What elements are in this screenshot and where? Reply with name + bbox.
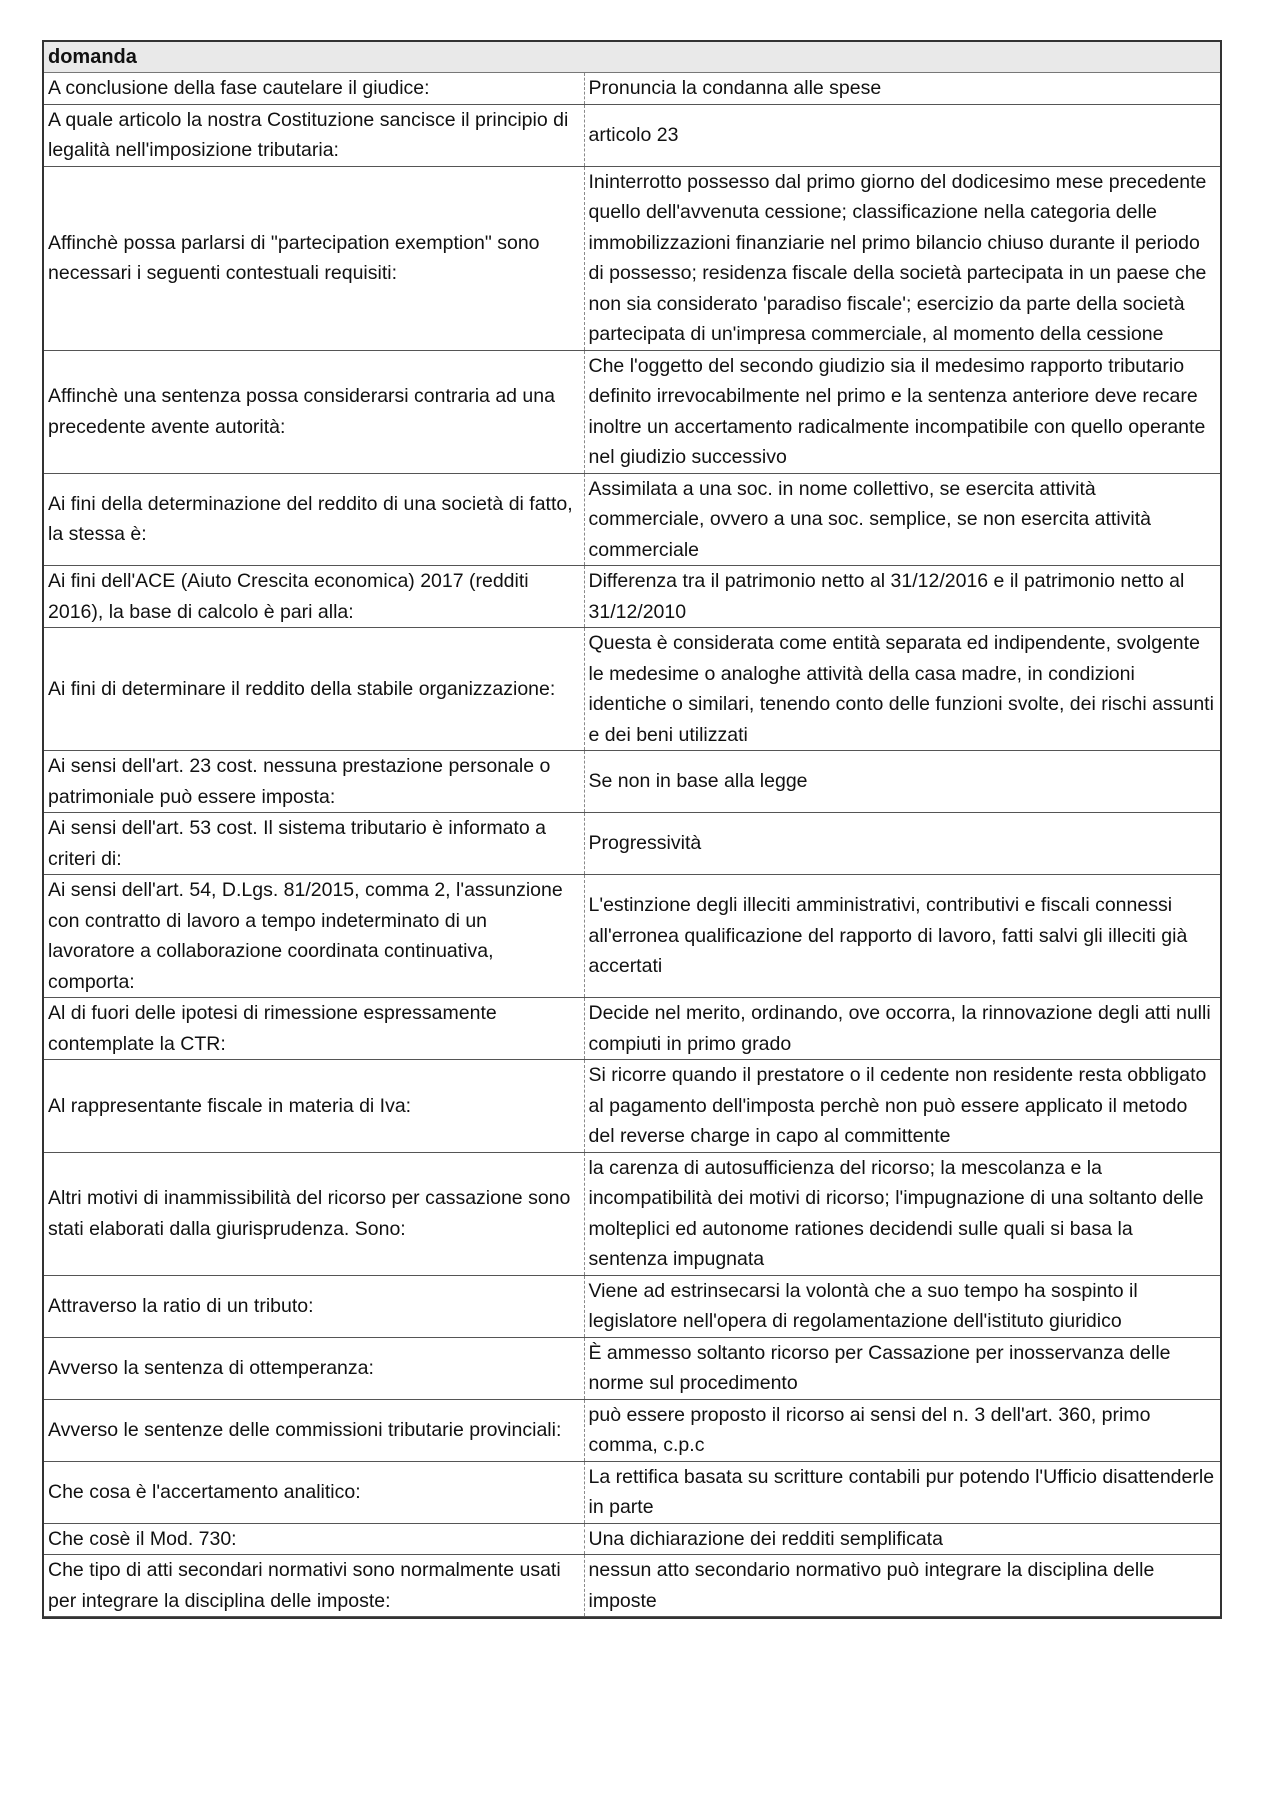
question-cell[interactable]: Che cosa è l'accertamento analitico: xyxy=(44,1461,584,1523)
table-row xyxy=(44,566,1220,628)
answer-cell[interactable]: nessun atto secondario normativo può integrare la disciplina delle imposte xyxy=(584,1555,1220,1617)
answer-cell[interactable]: Si ricorre quando il prestatore o il cedente non residente resta obbligato al pagamento dell'imposta perchè non può essere applicato il metodo del reverse charge in capo al committente xyxy=(584,1060,1220,1153)
table-row xyxy=(44,751,1220,813)
header-row xyxy=(44,42,1220,73)
answer-cell[interactable]: Se non in base alla legge xyxy=(584,751,1220,813)
question-cell[interactable]: Altri motivi di inammissibilità del ricorso per cassazione sono stati elaborati dalla giurisprudenza. Sono: xyxy=(44,1152,584,1275)
answer-cell[interactable]: È ammesso soltanto ricorso per Cassazione per inosservanza delle norme sul procedimento xyxy=(584,1337,1220,1399)
answer-cell[interactable]: Ininterrotto possesso dal primo giorno del dodicesimo mese precedente quello dell'avvenuta cessione; classificazione nella categoria delle immobilizzazioni finanziarie nel primo bilancio chiuso durante il periodo di possesso; residenza fiscale della società partecipata in un paese che non sia considerato 'paradiso fiscale'; esercizio da parte della società partecipata di un'impresa commerciale, al momento della cessione xyxy=(584,166,1220,350)
table-row xyxy=(44,104,1220,166)
question-cell[interactable]: A quale articolo la nostra Costituzione sancisce il principio di legalità nell'imposizione tributaria: xyxy=(44,104,584,166)
table-row xyxy=(44,1555,1220,1617)
qa-body xyxy=(44,73,1220,1617)
answer-cell[interactable]: la carenza di autosufficienza del ricorso; la mescolanza e la incompatibilità dei motivi di ricorso; l'impugnazione di una soltanto delle molteplici ed autonome rationes decidendi sulle quali si basa la sentenza impugnata xyxy=(584,1152,1220,1275)
answer-cell[interactable]: Pronuncia la condanna alle spese xyxy=(584,73,1220,105)
table-row xyxy=(44,73,1220,105)
answer-cell[interactable]: Una dichiarazione dei redditi semplificata xyxy=(584,1523,1220,1555)
answer-cell[interactable]: Viene ad estrinsecarsi la volontà che a suo tempo ha sospinto il legislatore nell'opera di regolamentazione dell'istituto giuridico xyxy=(584,1275,1220,1337)
question-cell[interactable]: Che tipo di atti secondari normativi sono normalmente usati per integrare la disciplina delle imposte: xyxy=(44,1555,584,1617)
table-row xyxy=(44,350,1220,473)
answer-cell[interactable]: Progressività xyxy=(584,813,1220,875)
answer-cell[interactable]: Che l'oggetto del secondo giudizio sia il medesimo rapporto tributario definito irrevocabilmente nel primo e la sentenza anteriore deve recare inoltre un accertamento radicalmente incompatibile con quello operante nel giudizio successivo xyxy=(584,350,1220,473)
table-row xyxy=(44,166,1220,350)
question-cell[interactable]: Ai sensi dell'art. 54, D.Lgs. 81/2015, comma 2, l'assunzione con contratto di lavoro a tempo indeterminato di un lavoratore a collaborazione coordinata continuativa, comporta: xyxy=(44,875,584,998)
table-row xyxy=(44,875,1220,998)
table-row xyxy=(44,473,1220,566)
table-row xyxy=(44,1275,1220,1337)
table-row xyxy=(44,1523,1220,1555)
table-row xyxy=(44,1337,1220,1399)
question-cell[interactable]: Affinchè possa parlarsi di "partecipation exemption" sono necessari i seguenti contestuali requisiti: xyxy=(44,166,584,350)
answer-cell[interactable]: articolo 23 xyxy=(584,104,1220,166)
question-cell[interactable]: Avverso la sentenza di ottemperanza: xyxy=(44,1337,584,1399)
question-cell[interactable]: Ai fini della determinazione del reddito di una società di fatto, la stessa è: xyxy=(44,473,584,566)
answer-cell[interactable]: Questa è considerata come entità separata ed indipendente, svolgente le medesime o analoghe attività della casa madre, in condizioni identiche o similari, tenendo conto delle funzioni svolte, dei rischi assunti e dei beni utilizzati xyxy=(584,628,1220,751)
answer-cell[interactable]: può essere proposto il ricorso ai sensi del n. 3 dell'art. 360, primo comma, c.p.c xyxy=(584,1399,1220,1461)
answer-cell[interactable]: L'estinzione degli illeciti amministrativi, contributivi e fiscali connessi all'erronea qualificazione del rapporto di lavoro, fatti salvi gli illeciti già accertati xyxy=(584,875,1220,998)
column-header-domanda: domanda xyxy=(44,42,1220,73)
answer-cell[interactable]: Differenza tra il patrimonio netto al 31/12/2016 e il patrimonio netto al 31/12/2010 xyxy=(584,566,1220,628)
spreadsheet-table xyxy=(42,40,1222,1619)
question-cell[interactable]: A conclusione della fase cautelare il giudice: xyxy=(44,73,584,105)
question-cell[interactable]: Ai fini di determinare il reddito della stabile organizzazione: xyxy=(44,628,584,751)
table-row xyxy=(44,998,1220,1060)
question-cell[interactable]: Ai fini dell'ACE (Aiuto Crescita economica) 2017 (redditi 2016), la base di calcolo è pari alla: xyxy=(44,566,584,628)
table-row xyxy=(44,1399,1220,1461)
answer-cell[interactable]: Assimilata a una soc. in nome collettivo, se esercita attività commerciale, ovvero a una soc. semplice, se non esercita attività commerciale xyxy=(584,473,1220,566)
qa-table xyxy=(44,42,1220,1617)
answer-cell[interactable]: Decide nel merito, ordinando, ove occorra, la rinnovazione degli atti nulli compiuti in primo grado xyxy=(584,998,1220,1060)
question-cell[interactable]: Al rappresentante fiscale in materia di Iva: xyxy=(44,1060,584,1153)
table-row xyxy=(44,1152,1220,1275)
question-cell[interactable]: Avverso le sentenze delle commissioni tributarie provinciali: xyxy=(44,1399,584,1461)
table-row xyxy=(44,813,1220,875)
table-row xyxy=(44,1461,1220,1523)
question-cell[interactable]: Al di fuori delle ipotesi di rimessione espressamente contemplate la CTR: xyxy=(44,998,584,1060)
table-row xyxy=(44,628,1220,751)
question-cell[interactable]: Affinchè una sentenza possa considerarsi contraria ad una precedente avente autorità: xyxy=(44,350,584,473)
question-cell[interactable]: Ai sensi dell'art. 53 cost. Il sistema tributario è informato a criteri di: xyxy=(44,813,584,875)
answer-cell[interactable]: La rettifica basata su scritture contabili pur potendo l'Ufficio disattenderle in parte xyxy=(584,1461,1220,1523)
question-cell[interactable]: Che cosè il Mod. 730: xyxy=(44,1523,584,1555)
question-cell[interactable]: Ai sensi dell'art. 23 cost. nessuna prestazione personale o patrimoniale può essere imposta: xyxy=(44,751,584,813)
question-cell[interactable]: Attraverso la ratio di un tributo: xyxy=(44,1275,584,1337)
table-row xyxy=(44,1060,1220,1153)
